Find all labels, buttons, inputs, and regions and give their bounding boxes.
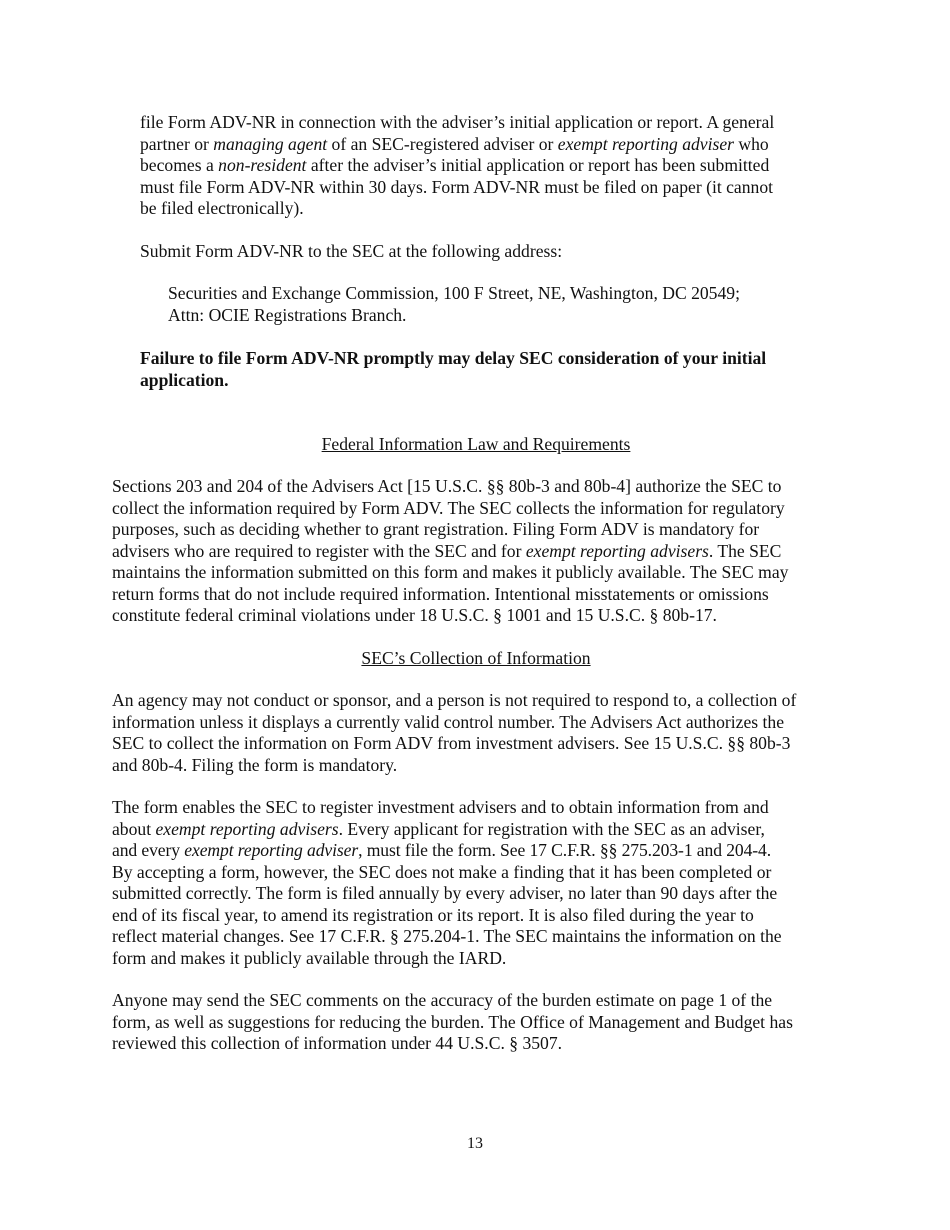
text-line: SEC to collect the information on Form ADV from investment advisers. See 15 U.S.C. §§ 80b-3 [112, 733, 791, 753]
text-line: purposes, such as deciding whether to grant registration. Filing Form ADV is mandatory for [112, 519, 760, 539]
text-line: submitted correctly. The form is filed annually by every adviser, no later than 90 days after the [112, 883, 778, 903]
section-heading-federal: Federal Information Law and Requirements [321, 434, 631, 454]
intro-paragraph [140, 112, 840, 220]
text-line: and every exempt reporting adviser, must file the form. See 17 C.F.R. §§ 275.203-1 and 204-4. [112, 840, 772, 860]
federal-paragraph [112, 476, 840, 627]
term-exempt-reporting-advisers: exempt reporting advisers [155, 818, 339, 839]
text-line: application. [140, 369, 229, 390]
sec-address [168, 283, 848, 326]
address-line: Securities and Exchange Commission, 100 F Street, NE, Washington, DC 20549; [168, 283, 740, 303]
text-line: and 80b-4. Filing the form is mandatory. [112, 754, 398, 775]
text-line: Submit Form ADV-NR to the SEC at the following address: [140, 241, 563, 261]
section-heading-collection: SEC’s Collection of Information [361, 648, 591, 668]
term-exempt-reporting-advisers: exempt reporting advisers [525, 540, 709, 561]
collection-paragraph-2 [112, 797, 840, 969]
term-non-resident: non-resident [218, 155, 307, 175]
text-line: maintains the information submitted on this form and makes it publicly available. The SEC may [112, 562, 789, 582]
term-exempt-reporting-adviser: exempt reporting adviser [184, 840, 359, 860]
warning-paragraph [140, 348, 840, 391]
text-line: return forms that do not include required information. Intentional misstatements or omissions [112, 583, 769, 604]
text-line: form and makes it publicly available through the IARD. [112, 947, 507, 968]
text-line: about exempt reporting advisers. Every applicant for registration with the SEC as an adviser, [112, 818, 765, 839]
text-line: constitute federal criminal violations under 18 U.S.C. § 1001 and 15 U.S.C. § 80b-17. [112, 605, 717, 625]
text-line: Anyone may send the SEC comments on the accuracy of the burden estimate on page 1 of the [112, 990, 773, 1010]
text-line: partner or managing agent of an SEC-registered adviser or exempt reporting adviser who [140, 133, 769, 154]
text-line: The form enables the SEC to register investment advisers and to obtain information from and [112, 797, 769, 817]
address-line: Attn: OCIE Registrations Branch. [168, 304, 407, 325]
text-line: becomes a non-resident after the adviser’s initial application or report has been submitted [140, 155, 770, 175]
text-line: file Form ADV-NR in connection with the adviser’s initial application or report. A general [140, 112, 775, 132]
text-line: Failure to file Form ADV-NR promptly may delay SEC consideration of your initial [140, 348, 767, 368]
term-exempt-reporting-adviser: exempt reporting adviser [557, 133, 734, 154]
text-line: must file Form ADV-NR within 30 days. Form ADV-NR must be filed on paper (it cannot [140, 176, 774, 197]
text-line: information unless it displays a currently valid control number. The Advisers Act authorizes the [112, 711, 785, 732]
text-line: be filed electronically). [140, 198, 304, 218]
collection-paragraph-3 [112, 990, 840, 1055]
collection-paragraph-1 [112, 690, 840, 776]
text-line: reviewed this collection of information under 44 U.S.C. § 3507. [112, 1033, 563, 1053]
text-line: end of its fiscal year, to amend its registration or its report. It is also filed during the year to [112, 904, 754, 925]
text-line: collect the information required by Form ADV. The SEC collects the information for regulatory [112, 497, 785, 518]
page-number: 13 [467, 1135, 483, 1152]
submit-paragraph [140, 241, 840, 263]
text-line: reflect material changes. See 17 C.F.R. § 275.204-1. The SEC maintains the information on the [112, 926, 782, 946]
text-line: advisers who are required to register with the SEC and for exempt reporting advisers. The SEC [112, 540, 782, 561]
term-managing-agent: managing agent [213, 133, 328, 154]
text-line: form, as well as suggestions for reducing the burden. The Office of Management and Budget has [112, 1011, 793, 1032]
text-line: By accepting a form, however, the SEC does not make a finding that it has been completed or [112, 861, 772, 882]
text-line: An agency may not conduct or sponsor, and a person is not required to respond to, a collection of [112, 690, 797, 710]
text-line: Sections 203 and 204 of the Advisers Act [15 U.S.C. §§ 80b-3 and 80b-4] authorize the SEC to [112, 476, 782, 496]
